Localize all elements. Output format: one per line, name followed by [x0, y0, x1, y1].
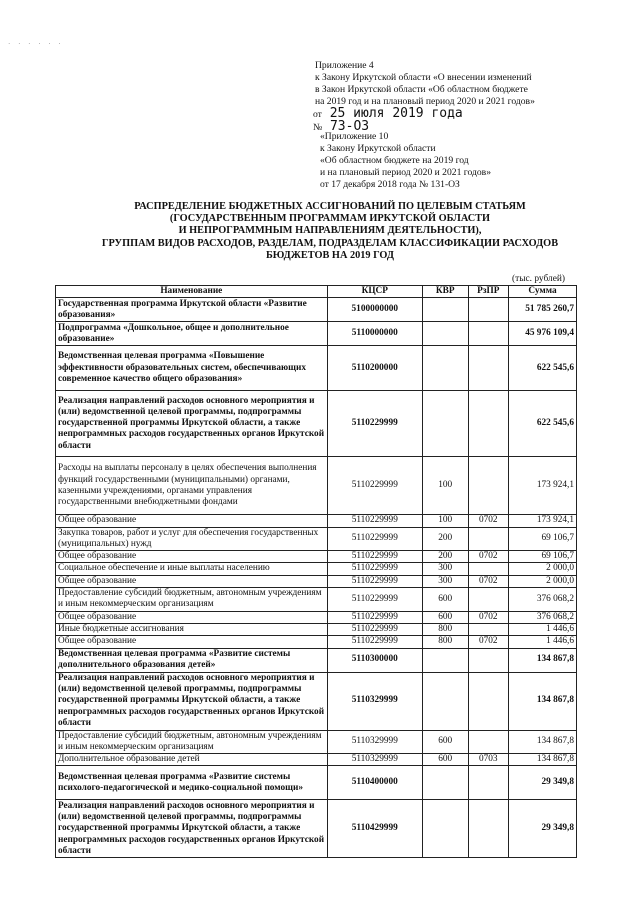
cell-sum: 29 349,8: [509, 766, 577, 800]
table-row: [56, 515, 577, 527]
table-row: [56, 636, 577, 648]
cell-rzpr: 0703: [468, 754, 509, 766]
cell-kcsr: 5110229999: [327, 563, 422, 575]
cell-kcsr: 5110329999: [327, 730, 422, 754]
cell-rzpr: [468, 298, 509, 322]
header-sum: Сумма: [509, 286, 577, 298]
cell-kvr: 200: [422, 527, 468, 551]
sub-appendix: [320, 131, 620, 191]
cell-kcsr: 5110229999: [327, 527, 422, 551]
cell-sum: 1 446,6: [509, 636, 577, 648]
cell-kcsr: 5110229999: [327, 636, 422, 648]
cell-name: Реализация направлений расходов основного мероприятия и (или) ведомственной целевой программы, подпрограммы государственной программы Иркутской области, а также непрограммных расходов государственных органов Иркутской области: [56, 800, 328, 858]
law-number-value: 73-ОЗ: [329, 119, 370, 134]
cell-name: Подпрограмма «Дошкольное, общее и дополнительное образование»: [56, 322, 328, 346]
cell-sum: 134 867,8: [509, 648, 577, 672]
cell-kcsr: 5110229999: [327, 575, 422, 587]
cell-kcsr: 5110229999: [327, 623, 422, 635]
table-row: [56, 766, 577, 800]
table-row: [56, 563, 577, 575]
sub-appendix-line: от 17 декабря 2018 года № 131-ОЗ: [320, 179, 460, 190]
table-row: [56, 611, 577, 623]
cell-kvr: [422, 648, 468, 672]
cell-kcsr: 5110400000: [327, 766, 422, 800]
sub-appendix-line: и на плановый период 2020 и 2021 годов»: [320, 167, 491, 178]
header-kvr: КВР: [422, 286, 468, 298]
appendix-line: Приложение 4: [315, 60, 374, 71]
table-row: [56, 648, 577, 672]
cell-sum: 134 867,8: [509, 754, 577, 766]
table-row: [56, 800, 577, 858]
title-line: (ГОСУДАРСТВЕННЫМ ПРОГРАММАМ ИРКУТСКОЙ ОБЛАСТИ: [169, 213, 491, 225]
cell-rzpr: [468, 563, 509, 575]
cell-name: Социальное обеспечение и иные выплаты населению: [56, 563, 328, 575]
cell-kcsr: 5110000000: [327, 322, 422, 346]
cell-kcsr: 5110229999: [327, 457, 422, 515]
cell-kvr: [422, 322, 468, 346]
appendix-line: в Закон Иркутской области «Об областном бюджете: [315, 84, 528, 95]
cell-name: Общее образование: [56, 636, 328, 648]
cell-kcsr: 5110329999: [327, 754, 422, 766]
cell-kcsr: 5110229999: [327, 611, 422, 623]
cell-name: Ведомственная целевая программа «Повышение эффективности образовательных систем, обеспечивающих современное качество общего образования»: [56, 346, 328, 391]
cell-kcsr: 5110229999: [327, 515, 422, 527]
cell-name: Общее образование: [56, 515, 328, 527]
number-prefix: №: [313, 122, 323, 133]
cell-name: Ведомственная целевая программа «Развитие системы психолого-педагогической и медико-социальной помощи»: [56, 766, 328, 800]
cell-rzpr: 0702: [468, 636, 509, 648]
document-title: [70, 201, 590, 262]
cell-kvr: 800: [422, 623, 468, 635]
cell-kvr: 600: [422, 611, 468, 623]
cell-sum: 622 545,6: [509, 346, 577, 391]
cell-rzpr: [468, 527, 509, 551]
table-row: [56, 551, 577, 563]
table-row: [56, 346, 577, 391]
cell-sum: 2 000,0: [509, 575, 577, 587]
table-row: [56, 391, 577, 457]
appendix-header: [315, 60, 615, 134]
cell-rzpr: 0702: [468, 551, 509, 563]
cell-kvr: 300: [422, 575, 468, 587]
table-header-row: [56, 286, 577, 298]
cell-sum: 173 924,1: [509, 515, 577, 527]
cell-name: Реализация направлений расходов основного мероприятия и (или) ведомственной целевой программы, подпрограммы государственной программы Иркутской области, а также непрограммных расходов государственных органов Иркутской области: [56, 391, 328, 457]
table-row: [56, 298, 577, 322]
title-line: БЮДЖЕТОВ НА 2019 ГОД: [265, 249, 394, 261]
cell-kvr: 100: [422, 457, 468, 515]
title-line: РАСПРЕДЕЛЕНИЕ БЮДЖЕТНЫХ АССИГНОВАНИЙ ПО ЦЕЛЕВЫМ СТАТЬЯМ: [134, 201, 526, 212]
cell-sum: 173 924,1: [509, 457, 577, 515]
table-row: [56, 527, 577, 551]
cell-name: Закупка товаров, работ и услуг для обеспечения государственных (муниципальных) нужд: [56, 527, 328, 551]
cell-rzpr: [468, 322, 509, 346]
cell-kvr: [422, 298, 468, 322]
cell-name: Государственная программа Иркутской области «Развитие образования»: [56, 298, 328, 322]
cell-sum: 1 446,6: [509, 623, 577, 635]
cell-name: Иные бюджетные ассигнования: [56, 623, 328, 635]
cell-sum: 29 349,8: [509, 800, 577, 858]
cell-sum: 376 068,2: [509, 611, 577, 623]
cell-sum: 376 068,2: [509, 588, 577, 612]
table-row: [56, 322, 577, 346]
table-row: [56, 672, 577, 730]
cell-name: Ведомственная целевая программа «Развитие системы дополнительного образования детей»: [56, 648, 328, 672]
law-date-value: 25 июля 2019 года: [329, 106, 463, 121]
header-name: Наименование: [56, 286, 328, 298]
cell-kvr: 200: [422, 551, 468, 563]
cell-kcsr: 5110329999: [327, 672, 422, 730]
cell-sum: 51 785 260,7: [509, 298, 577, 322]
appendix-line: на 2019 год и на плановый период 2020 и 2021 годов»: [315, 96, 535, 107]
cell-rzpr: [468, 391, 509, 457]
cell-sum: 2 000,0: [509, 563, 577, 575]
cell-rzpr: [468, 623, 509, 635]
cell-kcsr: 5100000000: [327, 298, 422, 322]
cell-rzpr: [468, 346, 509, 391]
cell-name: Реализация направлений расходов основного мероприятия и (или) ведомственной целевой программы, подпрограммы государственной программы Иркутской области, а также непрограммных расходов государственных органов Иркутской области: [56, 672, 328, 730]
table-row: [56, 457, 577, 515]
cell-name: Предоставление субсидий бюджетным, автономным учреждениям и иным некоммерческим организациям: [56, 588, 328, 612]
cell-kvr: [422, 800, 468, 858]
table-row: [56, 730, 577, 754]
cell-kcsr: 5110229999: [327, 391, 422, 457]
cell-kvr: [422, 346, 468, 391]
table-row: [56, 588, 577, 612]
cell-name: Расходы на выплаты персоналу в целях обеспечения выполнения функций государственными (муниципальными) органами, казенными учреждениями, органами управления государственными внебюджетными фондами: [56, 457, 328, 515]
cell-rzpr: [468, 730, 509, 754]
cell-rzpr: [468, 648, 509, 672]
units-label: (тыс. рублей): [512, 274, 566, 284]
sub-appendix-line: «Об областном бюджете на 2019 год: [320, 155, 469, 166]
cell-name: Общее образование: [56, 551, 328, 563]
cell-kcsr: 5110229999: [327, 588, 422, 612]
appendix-line: к Закону Иркутской области «О внесении изменений: [315, 72, 532, 83]
table-row: [56, 575, 577, 587]
cell-rzpr: [468, 457, 509, 515]
budget-table: [55, 285, 577, 858]
cell-kvr: [422, 391, 468, 457]
cell-sum: 134 867,8: [509, 672, 577, 730]
cell-kvr: 800: [422, 636, 468, 648]
cell-kvr: 600: [422, 588, 468, 612]
cell-kcsr: 5110200000: [327, 346, 422, 391]
cell-rzpr: [468, 588, 509, 612]
cell-name: Предоставление субсидий бюджетным, автономным учреждениям и иным некоммерческим организациям: [56, 730, 328, 754]
cell-kvr: 600: [422, 754, 468, 766]
cell-sum: 69 106,7: [509, 551, 577, 563]
cell-name: Общее образование: [56, 611, 328, 623]
corner-marks: · · · · · ·: [8, 40, 64, 48]
cell-rzpr: 0702: [468, 575, 509, 587]
cell-sum: 622 545,6: [509, 391, 577, 457]
cell-rzpr: 0702: [468, 515, 509, 527]
table-row: [56, 754, 577, 766]
table-body: [56, 298, 577, 858]
cell-kvr: 600: [422, 730, 468, 754]
header-rzpr: РзПР: [468, 286, 509, 298]
cell-kcsr: 5110229999: [327, 551, 422, 563]
cell-kvr: 100: [422, 515, 468, 527]
cell-kvr: 300: [422, 563, 468, 575]
title-line: ГРУППАМ ВИДОВ РАСХОДОВ, РАЗДЕЛАМ, ПОДРАЗДЕЛАМ КЛАССИФИКАЦИИ РАСХОДОВ: [101, 237, 559, 249]
cell-sum: 69 106,7: [509, 527, 577, 551]
cell-sum: 45 976 109,4: [509, 322, 577, 346]
cell-sum: 134 867,8: [509, 730, 577, 754]
cell-rzpr: [468, 766, 509, 800]
sub-appendix-line: к Закону Иркутской области: [320, 143, 436, 154]
title-line: И НЕПРОГРАММНЫМ НАПРАВЛЕНИЯМ ДЕЯТЕЛЬНОСТИ),: [178, 225, 482, 237]
cell-rzpr: [468, 800, 509, 858]
cell-kvr: [422, 672, 468, 730]
cell-kcsr: 5110429999: [327, 800, 422, 858]
cell-name: Общее образование: [56, 575, 328, 587]
sub-appendix-line: «Приложение 10: [320, 131, 389, 142]
cell-name: Дополнительное образование детей: [56, 754, 328, 766]
cell-kvr: [422, 766, 468, 800]
cell-kcsr: 5110300000: [327, 648, 422, 672]
table-row: [56, 623, 577, 635]
cell-rzpr: [468, 672, 509, 730]
header-kcsr: КЦСР: [327, 286, 422, 298]
cell-rzpr: 0702: [468, 611, 509, 623]
date-prefix: от: [313, 109, 322, 120]
